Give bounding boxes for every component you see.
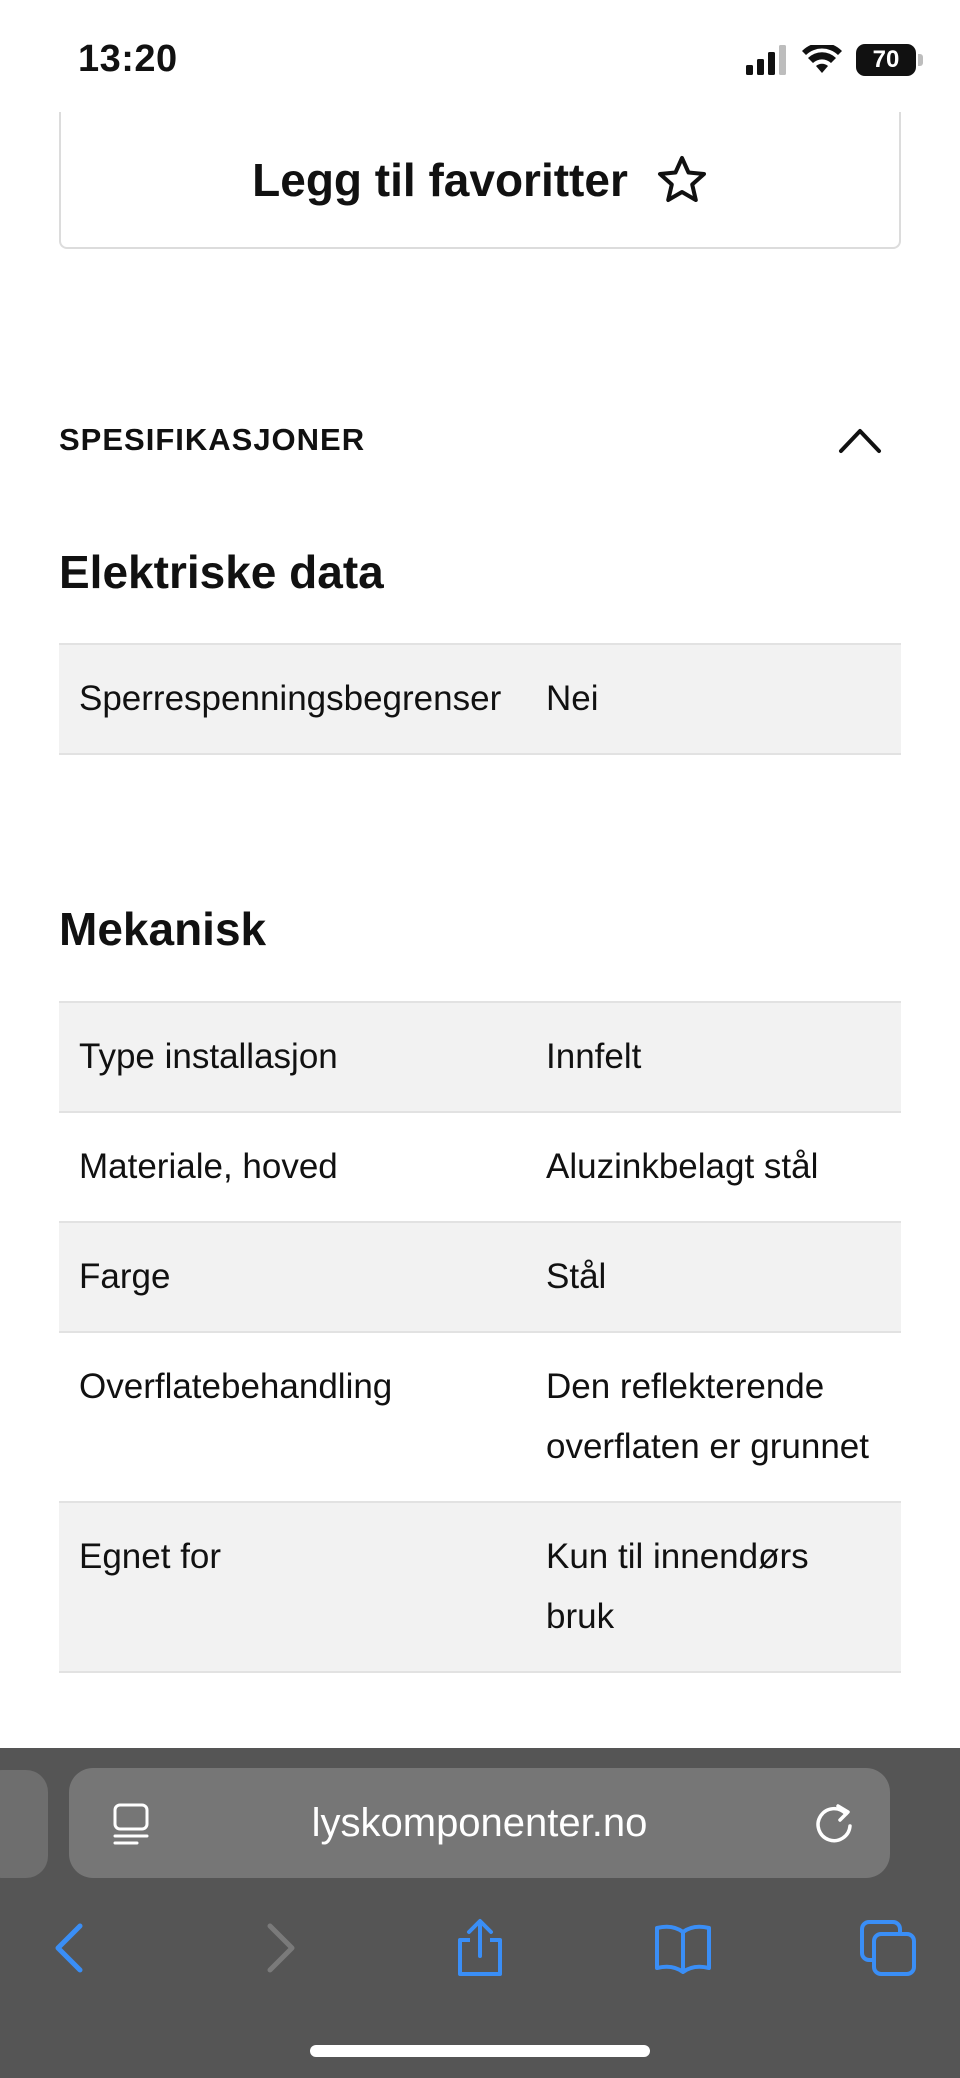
battery-icon — [856, 44, 916, 76]
bookmarks-icon — [653, 1918, 713, 1978]
previous-tab-preview[interactable] — [0, 1770, 48, 1878]
spec-table-electrical — [59, 643, 901, 755]
home-indicator — [310, 2045, 650, 2057]
spec-key: Type installasjon — [79, 1037, 338, 1076]
add-to-favorites-label: Legg til favoritter — [252, 153, 628, 206]
share-button[interactable] — [440, 1908, 520, 1988]
browser-bottom-bar — [0, 1748, 960, 2078]
table-row — [59, 1221, 901, 1331]
spec-key: Overflatebehandling — [79, 1367, 393, 1406]
signal-icon — [746, 45, 788, 75]
table-row — [59, 1331, 901, 1501]
forward-button[interactable] — [238, 1908, 318, 1988]
spec-value: Nei — [546, 679, 599, 718]
tabs-button[interactable] — [848, 1908, 928, 1988]
section-title-mechanical: Mekanisk — [59, 903, 267, 955]
share-icon — [450, 1918, 510, 1978]
status-time: 13:20 — [78, 38, 178, 80]
spec-key: Materiale, hoved — [79, 1147, 338, 1186]
page-menu-icon[interactable] — [111, 1802, 151, 1846]
spec-key: Farge — [79, 1257, 171, 1296]
table-row — [59, 1001, 901, 1111]
spec-key: Egnet for — [79, 1537, 222, 1576]
star-outline-icon — [656, 154, 708, 206]
spec-value: Kun til innendørs bruk — [546, 1537, 809, 1636]
back-button[interactable] — [32, 1908, 112, 1988]
wifi-icon — [802, 45, 842, 75]
spec-value: Aluzinkbelagt stål — [546, 1147, 819, 1186]
spec-value: Stål — [546, 1257, 607, 1296]
url-text: lyskomponenter.no — [311, 1800, 648, 1845]
spec-key: Sperrespenningsbegrenser — [79, 679, 502, 718]
spec-value: Den reflekterende overflaten er grunnet — [546, 1367, 869, 1466]
table-row — [59, 1111, 901, 1221]
reload-icon[interactable] — [812, 1800, 856, 1846]
forward-icon — [248, 1918, 308, 1978]
section-title-electrical: Elektriske data — [59, 546, 384, 598]
bookmarks-button[interactable] — [643, 1908, 723, 1988]
browser-toolbar — [0, 1908, 960, 2008]
address-bar[interactable] — [69, 1768, 890, 1878]
chevron-up-icon — [837, 425, 883, 455]
specifications-title: SPESIFIKASJONER — [59, 422, 366, 457]
tabs-icon — [858, 1918, 918, 1978]
specifications-toggle[interactable] — [59, 400, 901, 480]
add-to-favorites-button[interactable] — [59, 112, 901, 249]
spec-table-mechanical — [59, 1001, 901, 1673]
status-bar — [0, 0, 960, 112]
spec-value: Innfelt — [546, 1037, 642, 1076]
battery-level: 70 — [872, 46, 900, 73]
back-icon — [42, 1918, 102, 1978]
status-icons — [746, 44, 916, 76]
table-row — [59, 643, 901, 755]
table-row — [59, 1501, 901, 1673]
